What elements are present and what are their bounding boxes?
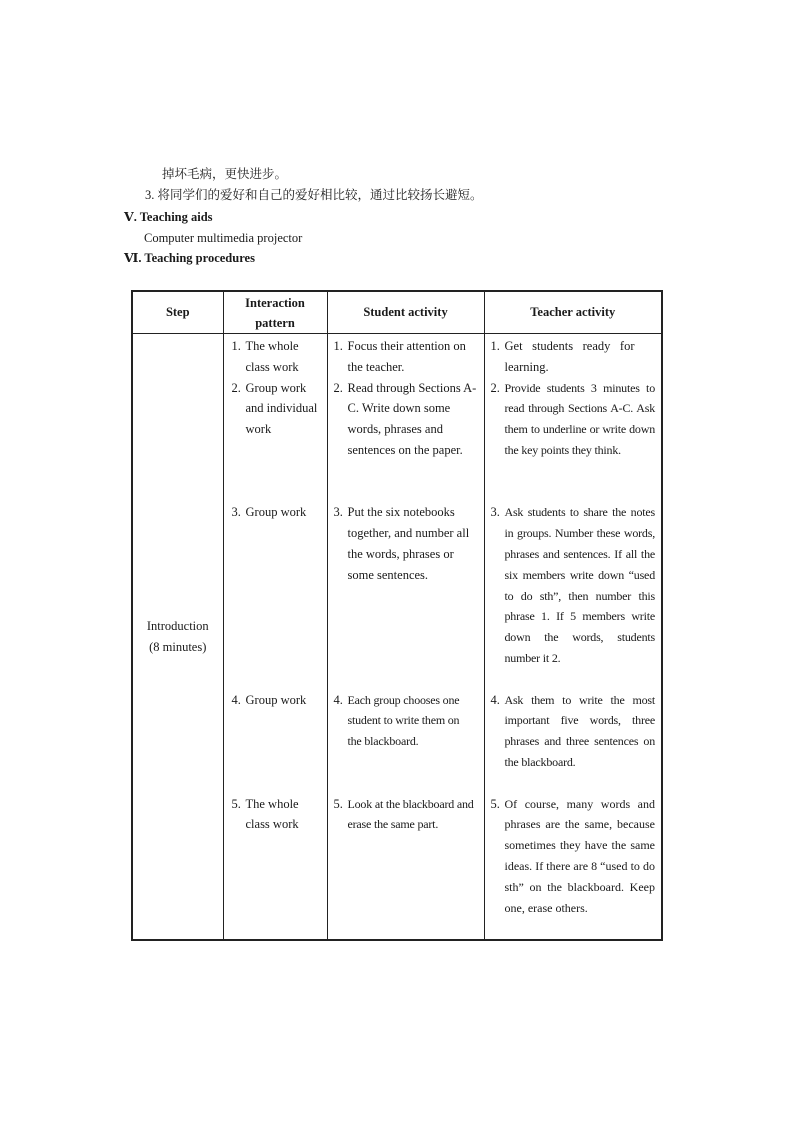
- interaction-item: [232, 336, 323, 378]
- teacher-item: [491, 502, 656, 689]
- item-text: The whole class work: [245, 339, 299, 374]
- item-number: 3.: [490, 505, 500, 520]
- header-student: Student activity: [327, 291, 484, 334]
- item-text: Focus their attention on the teacher.: [347, 339, 466, 374]
- teacher-item: [491, 336, 656, 378]
- item-text: Group work: [245, 692, 307, 707]
- interaction-item: [232, 502, 323, 689]
- step-cell: [132, 334, 223, 941]
- table-header-row: [132, 291, 662, 334]
- student-item: [334, 502, 478, 689]
- item-number: 5.: [490, 796, 500, 811]
- step-label: Introduction: [146, 618, 209, 633]
- item-number: 4.: [490, 692, 500, 707]
- item-text: Provide students 3 minutes to read through Sections A-C. Ask them to underline or write down the key points they think.: [504, 380, 655, 457]
- teaching-procedures-heading: Ⅵ. Teaching procedures: [124, 251, 255, 265]
- item-number: 4.: [231, 692, 241, 707]
- teacher-item: [491, 794, 656, 940]
- item-number: 1.: [333, 339, 343, 353]
- student-item: [334, 794, 478, 940]
- item-number: 5.: [231, 796, 241, 811]
- item-number: 2.: [490, 380, 500, 395]
- item-text: Ask them to write the most important five words, three phrases and three sentences on the blackboard.: [504, 692, 655, 769]
- teacher-item: [491, 378, 656, 503]
- procedures-table: [131, 290, 663, 941]
- item-text: Ask students to share the notes in groups. Number these words, phrases and sentences. If all the six members write down “used to do sth”, then number this phrase 1. If 5 members write down the words, students number it 2.: [504, 505, 655, 665]
- teaching-aids-heading: Ⅴ. Teaching aids: [124, 210, 213, 224]
- student-item: [334, 336, 478, 378]
- item-text: Of course, many words and phrases are the same, because sometimes they have the same ideas. If there are 8 “used to do sth” on the blackboard. Keep one, erase others.: [504, 796, 655, 915]
- item-text: Group work and individual work: [245, 380, 318, 437]
- item-number: 3.: [231, 505, 241, 520]
- header-step: Step: [132, 291, 223, 334]
- objective-line-3: 3. 将同学们的爱好和自己的爱好相比较，通过比较扬长避短。: [145, 188, 483, 202]
- item-number: 4.: [333, 692, 343, 707]
- item-text: Get students ready for learning.: [504, 339, 635, 374]
- item-number: 5.: [333, 796, 343, 811]
- item-text: Each group chooses one student to write them on the blackboard.: [347, 692, 460, 749]
- teacher-activity-cell: [484, 334, 662, 941]
- student-activity-cell: [327, 334, 484, 941]
- item-number: 3.: [333, 505, 343, 520]
- item-number: 1.: [231, 339, 241, 353]
- student-item: [334, 378, 478, 503]
- item-text: Put the six notebooks together, and number all the words, phrases or some sentences.: [347, 505, 470, 582]
- interaction-item: [232, 690, 323, 794]
- step-duration: (8 minutes): [149, 639, 207, 654]
- item-text: The whole class work: [245, 796, 299, 832]
- item-text: Look at the blackboard and erase the same part.: [347, 796, 474, 832]
- header-teacher: Teacher activity: [484, 291, 662, 334]
- item-number: 1.: [490, 339, 500, 353]
- table-row-introduction: [132, 334, 662, 941]
- item-number: 2.: [333, 380, 343, 395]
- item-text: Group work: [245, 505, 307, 520]
- header-interaction: [223, 291, 327, 334]
- item-text: Read through Sections A-C. Write down some words, phrases and sentences on the paper.: [347, 380, 477, 457]
- interaction-item: [232, 378, 323, 503]
- interaction-item: [232, 794, 323, 940]
- objective-line-continued: 掉坏毛病，更快进步。: [162, 167, 288, 181]
- interaction-cell: [223, 334, 327, 941]
- teacher-item: [491, 690, 656, 794]
- teaching-aids-content: Computer multimedia projector: [144, 231, 303, 245]
- header-interaction-text: Interaction pattern: [245, 295, 305, 330]
- student-item: [334, 690, 478, 794]
- item-number: 2.: [231, 380, 241, 395]
